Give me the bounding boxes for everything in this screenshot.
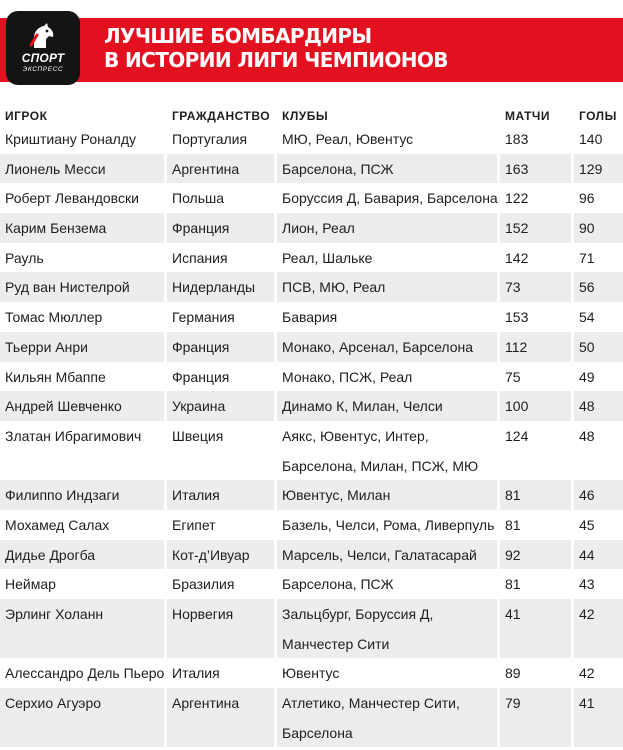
table-row [0, 124, 623, 154]
cell-citizenship-text: Бразилия [172, 576, 235, 593]
cell-matches-text: 163 [505, 160, 529, 177]
table-row [0, 688, 623, 747]
cell-matches [500, 391, 571, 421]
table-row [0, 658, 623, 688]
cell-player [0, 510, 164, 540]
logo-text-express: ЭКСПРЕСС [22, 66, 64, 73]
cell-matches [500, 243, 571, 273]
cell-matches-text: 75 [505, 368, 521, 385]
cell-citizenship [167, 599, 274, 658]
cell-goals-text: 42 [579, 665, 595, 682]
cell-matches-text: 100 [505, 398, 529, 415]
header [0, 0, 623, 95]
cell-goals-text: 42 [579, 606, 595, 623]
cell-goals [574, 154, 623, 184]
cell-goals-text: 90 [579, 220, 595, 237]
cell-goals-text: 50 [579, 338, 595, 355]
cell-citizenship-text: Португалия [172, 131, 248, 147]
table-row [0, 332, 623, 362]
column-header-matches: МАТЧИ [505, 109, 550, 123]
cell-player-text: Филиппо Индзаги [5, 487, 120, 504]
cell-goals [574, 332, 623, 362]
table-row [0, 302, 623, 332]
cell-player-text: Руд ван Нистелрой [5, 279, 130, 296]
cell-player-text: Серхио Агуэро [5, 695, 102, 712]
club-line: Барселона [282, 724, 353, 741]
cell-goals [574, 688, 623, 747]
cell-citizenship-text: Польша [172, 190, 225, 207]
cell-clubs [277, 362, 497, 392]
sport-express-logo [6, 11, 80, 85]
cell-player-text: Златан Ибрагимович [5, 427, 142, 444]
cell-matches-text: 112 [505, 338, 528, 355]
cell-matches [500, 272, 571, 302]
cell-matches-text: 79 [505, 695, 521, 712]
cell-matches [500, 302, 571, 332]
cell-citizenship-text: Украина [172, 398, 226, 415]
cell-citizenship [167, 243, 274, 273]
cell-goals-text: 46 [579, 487, 595, 504]
cell-matches [500, 154, 571, 184]
cell-matches-text: 153 [505, 309, 529, 326]
club-line: Базель, Челси, Рома, Ливерпуль [282, 516, 495, 533]
cell-matches [500, 362, 571, 392]
cell-clubs [277, 599, 497, 658]
club-line: Бавария [282, 309, 338, 326]
cell-goals [574, 213, 623, 243]
cell-clubs [277, 658, 497, 688]
cell-clubs [277, 332, 497, 362]
cell-clubs [277, 272, 497, 302]
club-line: Динамо К, Милан, Челси [282, 398, 443, 415]
cell-clubs [277, 243, 497, 273]
title-line-1: ЛУЧШИЕ БОМБАРДИРЫ [104, 24, 372, 48]
cell-player [0, 480, 164, 510]
cell-citizenship-text: Франция [172, 338, 230, 355]
cell-citizenship-text: Нидерланды [172, 279, 256, 296]
club-line: Атлетико, Манчестер Сити, [282, 695, 460, 712]
cell-player [0, 421, 164, 480]
cell-matches-text: 81 [505, 576, 521, 593]
cell-citizenship-text: Аргентина [172, 160, 240, 177]
cell-clubs [277, 569, 497, 599]
cell-matches-text: 89 [505, 665, 521, 682]
club-line: Барселона, ПСЖ [282, 160, 394, 177]
cell-goals [574, 124, 623, 154]
cell-matches [500, 658, 571, 688]
cell-citizenship-text: Италия [172, 665, 220, 682]
cell-citizenship-text: Испания [172, 249, 228, 266]
cell-citizenship [167, 540, 274, 570]
cell-player-text: Рауль [5, 249, 44, 266]
cell-citizenship-text: Кот-д’Ивуар [172, 546, 250, 563]
cell-matches [500, 599, 571, 658]
cell-player-text: Мохамед Салах [5, 516, 110, 533]
cell-player-text: Неймар [5, 576, 56, 593]
cell-citizenship-text: Египет [172, 516, 216, 533]
cell-player-text: Роберт Левандовски [5, 190, 139, 207]
cell-goals-text: 43 [579, 576, 595, 593]
table-row [0, 213, 623, 243]
cell-clubs [277, 213, 497, 243]
cell-player-text: Эрлинг Холанн [5, 606, 104, 623]
cell-clubs [277, 124, 497, 154]
cell-citizenship-text: Аргентина [172, 695, 240, 712]
club-line: Аякс, Ювентус, Интер, [282, 427, 429, 444]
cell-matches [500, 332, 571, 362]
cell-citizenship-text: Германия [172, 309, 235, 326]
page-title [104, 24, 448, 72]
cell-goals-text: 44 [579, 546, 595, 563]
cell-clubs [277, 421, 497, 480]
column-header-goals: ГОЛЫ [579, 109, 617, 123]
cell-citizenship [167, 124, 274, 154]
club-line: Монако, ПСЖ, Реал [282, 368, 413, 385]
column-header-clubs: КЛУБЫ [282, 109, 329, 123]
cell-matches-text: 183 [505, 131, 529, 147]
cell-clubs [277, 154, 497, 184]
cell-player [0, 391, 164, 421]
cell-matches-text: 81 [505, 516, 521, 533]
cell-goals-text: 48 [579, 398, 595, 415]
cell-player [0, 154, 164, 184]
club-line: Барселона, ПСЖ [282, 576, 394, 593]
cell-player-text: Томас Мюллер [5, 309, 103, 326]
cell-player-text: Тьерри Анри [5, 338, 88, 355]
cell-matches-text: 73 [505, 279, 521, 296]
cell-player [0, 183, 164, 213]
club-line: Монако, Арсенал, Барселона [282, 338, 474, 355]
cell-player [0, 658, 164, 688]
cell-player [0, 688, 164, 747]
cell-player-text: Карим Бензема [5, 220, 107, 237]
cell-matches [500, 124, 571, 154]
cell-citizenship [167, 658, 274, 688]
table-row [0, 480, 623, 510]
table-row [0, 391, 623, 421]
cell-matches-text: 41 [505, 606, 521, 623]
cell-player [0, 599, 164, 658]
cell-clubs [277, 480, 497, 510]
cell-citizenship [167, 213, 274, 243]
table-row [0, 362, 623, 392]
cell-citizenship-text: Франция [172, 368, 230, 385]
cell-citizenship [167, 569, 274, 599]
cell-matches-text: 124 [505, 427, 529, 444]
cell-goals [574, 243, 623, 273]
cell-clubs [277, 302, 497, 332]
cell-goals-text: 56 [579, 279, 595, 296]
cell-goals-text: 96 [579, 190, 595, 207]
cell-citizenship-text: Норвегия [172, 606, 234, 623]
table-row [0, 569, 623, 599]
cell-player-text: Андрей Шевченко [5, 398, 122, 415]
club-line: Марсель, Челси, Галатасарай [282, 546, 477, 563]
club-line: Манчестер Сити [282, 635, 390, 652]
title-line-2: В ИСТОРИИ ЛИГИ ЧЕМПИОНОВ [104, 48, 448, 72]
cell-player [0, 332, 164, 362]
cell-player-text: Алессандро Дель Пьеро [5, 665, 165, 682]
cell-matches-text: 142 [505, 249, 529, 266]
logo-text-sport: СПОРТ [21, 51, 65, 65]
table-row [0, 183, 623, 213]
cell-citizenship-text: Франция [172, 220, 230, 237]
club-line: Лион, Реал [282, 220, 355, 237]
scorers-table [0, 124, 623, 747]
cell-citizenship [167, 421, 274, 480]
cell-matches-text: 122 [505, 190, 529, 207]
cell-goals-text: 45 [579, 516, 595, 533]
club-line: МЮ, Реал, Ювентус [282, 131, 414, 147]
cell-matches [500, 688, 571, 747]
cell-matches [500, 421, 571, 480]
column-header-citizenship: ГРАЖДАНСТВО [172, 109, 271, 123]
cell-citizenship [167, 332, 274, 362]
table-row [0, 154, 623, 184]
cell-goals [574, 272, 623, 302]
cell-citizenship [167, 688, 274, 747]
cell-citizenship [167, 480, 274, 510]
cell-goals [574, 302, 623, 332]
column-header-player: ИГРОК [5, 109, 48, 123]
cell-goals [574, 421, 623, 480]
cell-citizenship-text: Италия [172, 487, 220, 504]
cell-player [0, 213, 164, 243]
cell-player [0, 569, 164, 599]
cell-matches-text: 152 [505, 220, 529, 237]
cell-player [0, 540, 164, 570]
cell-goals-text: 48 [579, 427, 595, 444]
cell-goals [574, 658, 623, 688]
cell-player [0, 302, 164, 332]
table-row [0, 540, 623, 570]
club-line: Ювентус, Милан [282, 487, 391, 504]
cell-player-text: Дидье Дрогба [5, 546, 96, 563]
cell-matches-text: 92 [505, 546, 521, 563]
table-row [0, 243, 623, 273]
club-line: Ювентус [282, 665, 340, 682]
cell-clubs [277, 510, 497, 540]
cell-goals [574, 362, 623, 392]
cell-goals [574, 510, 623, 540]
cell-citizenship [167, 362, 274, 392]
cell-clubs [277, 540, 497, 570]
cell-matches [500, 510, 571, 540]
cell-goals-text: 54 [579, 309, 595, 326]
club-line: Боруссия Д, Бавария, Барселона [282, 190, 498, 207]
cell-citizenship-text: Швеция [172, 427, 224, 444]
cell-player-text: Лионель Месси [5, 160, 106, 177]
cell-goals [574, 569, 623, 599]
cell-matches [500, 183, 571, 213]
cell-goals [574, 480, 623, 510]
cell-goals-text: 129 [579, 160, 603, 177]
cell-goals-text: 140 [579, 131, 603, 147]
cell-citizenship [167, 302, 274, 332]
club-line: Зальцбург, Боруссия Д, [282, 606, 434, 623]
cell-citizenship [167, 272, 274, 302]
cell-player [0, 272, 164, 302]
cell-player [0, 124, 164, 154]
cell-goals [574, 391, 623, 421]
table-row [0, 421, 623, 480]
cell-goals [574, 183, 623, 213]
cell-clubs [277, 688, 497, 747]
cell-matches [500, 569, 571, 599]
table-row [0, 599, 623, 658]
cell-citizenship [167, 154, 274, 184]
cell-goals-text: 71 [579, 249, 595, 266]
cell-goals-text: 41 [579, 695, 595, 712]
cell-citizenship [167, 183, 274, 213]
cell-citizenship [167, 510, 274, 540]
cell-matches [500, 480, 571, 510]
cell-matches [500, 213, 571, 243]
cell-matches [500, 540, 571, 570]
cell-clubs [277, 391, 497, 421]
cell-goals [574, 599, 623, 658]
cell-goals [574, 540, 623, 570]
club-line: Барселона, Милан, ПСЖ, МЮ [282, 457, 479, 474]
cell-citizenship [167, 391, 274, 421]
cell-player [0, 362, 164, 392]
horse-icon [28, 21, 58, 51]
table-row [0, 510, 623, 540]
cell-player-text: Кильян Мбаппе [5, 368, 106, 385]
cell-goals-text: 49 [579, 368, 595, 385]
club-line: ПСВ, МЮ, Реал [282, 279, 386, 296]
club-line: Реал, Шальке [282, 249, 373, 266]
cell-player-text: Криштиану Роналду [5, 131, 136, 147]
cell-matches-text: 81 [505, 487, 521, 504]
table-row [0, 272, 623, 302]
cell-player [0, 243, 164, 273]
cell-clubs [277, 183, 497, 213]
